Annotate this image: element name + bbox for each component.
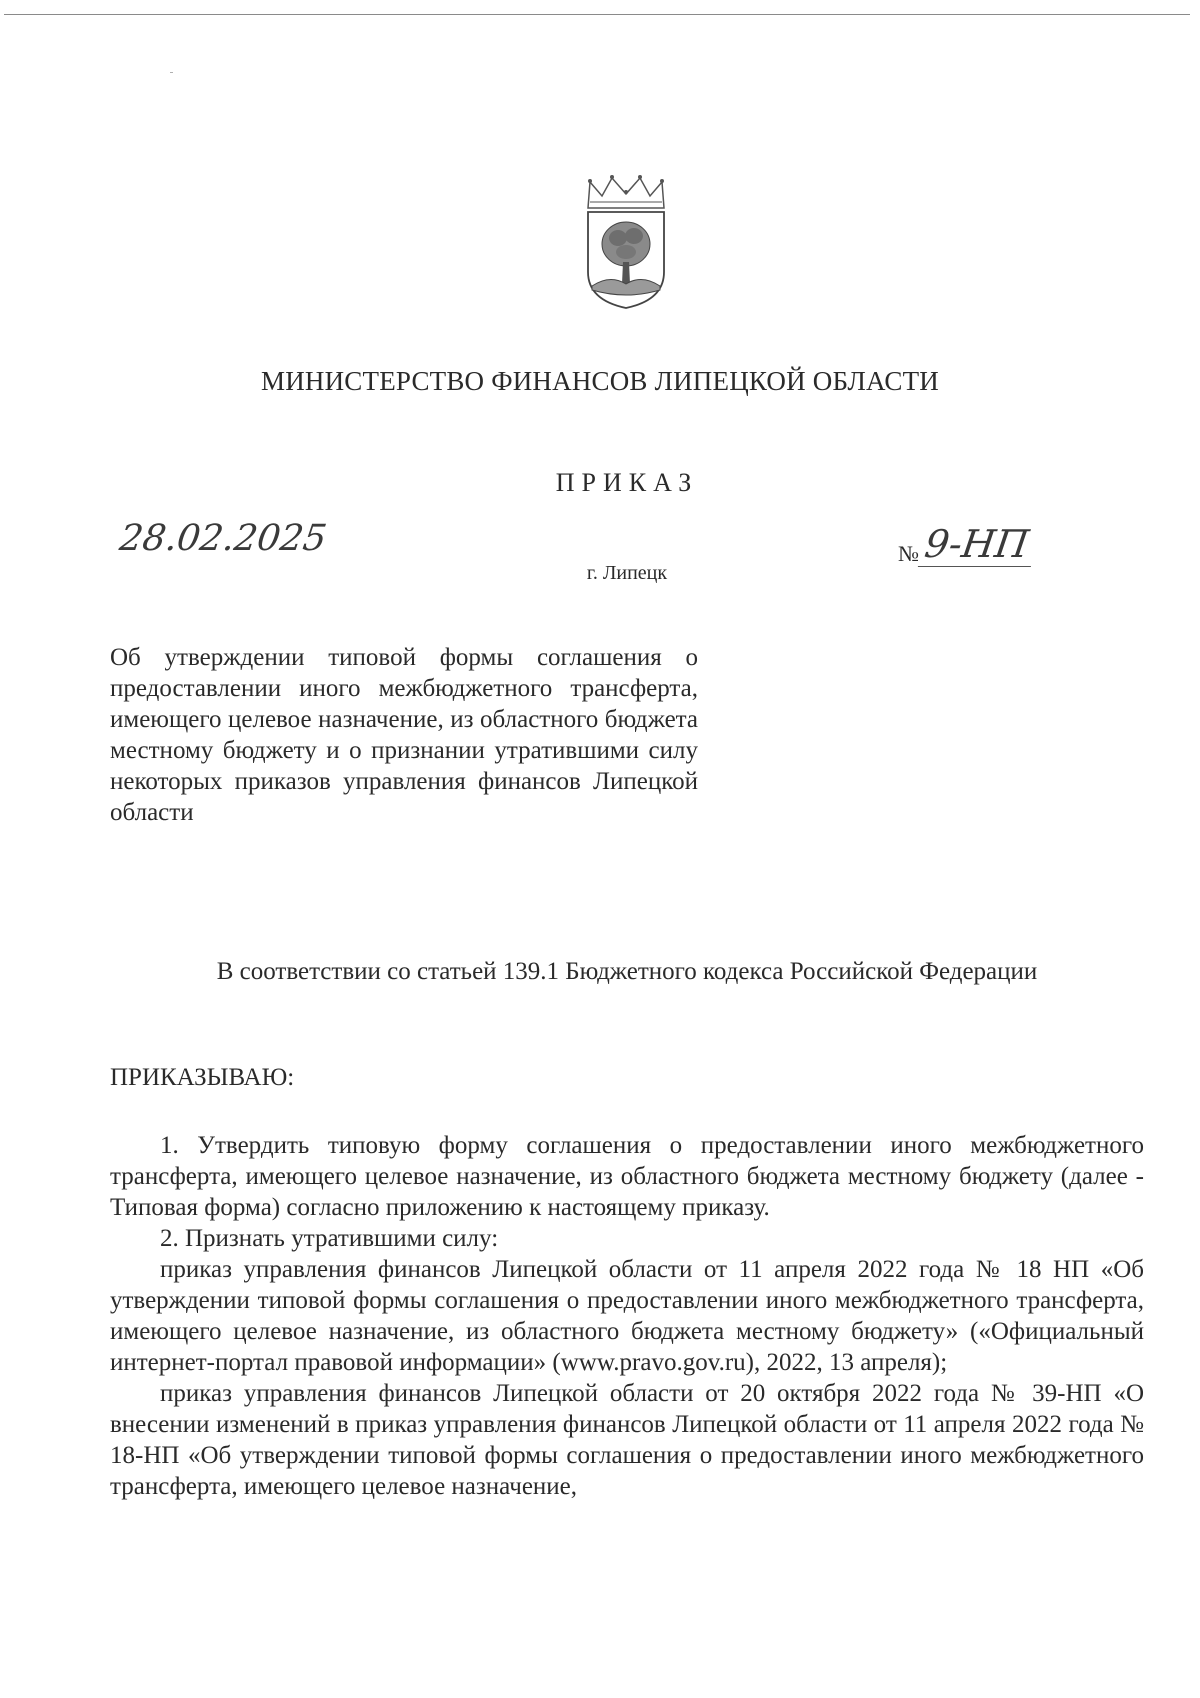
document-type-title: ПРИКАЗ: [555, 468, 699, 497]
ministry-name: МИНИСТЕРСТВО ФИНАНСОВ ЛИПЕЦКОЙ ОБЛАСТИ: [261, 366, 939, 396]
city-name: г. Липецк: [586, 562, 668, 584]
order-number: [898, 522, 1034, 564]
paragraph-1: 1. Утвердить типовую форму соглашения о предоставлении иного межбюджетного трансферта, имеющего целевое назначение, из областного бюджета местному бюджету (далее - Типовая форма) согласно приложению к настоящему приказу.: [110, 1132, 1144, 1221]
coat-of-arms-icon: [582, 172, 670, 312]
handwritten-date: 28.02.2025: [117, 518, 330, 559]
scan-speck: [170, 72, 173, 73]
command-word: ПРИКАЗЫВАЮ:: [110, 1064, 295, 1091]
scan-edge-line: [4, 14, 1190, 15]
paragraph-3: приказ управления финансов Липецкой области от 11 апреля 2022 года № 18 НП «Об утверждении типовой формы соглашения о предоставлении иного межбюджетного трансферта, имеющего целевое назначение, из областного бюджета местному бюджету» («Официальный интернет-портал правовой информации» (www.pravo.gov.ru), 2022, 13 апреля);: [110, 1256, 1144, 1376]
order-body: [110, 1130, 1144, 1502]
legal-basis: В соответствии со статьей 139.1 Бюджетного кодекса Российской Федерации: [216, 958, 1038, 985]
order-subject: Об утверждении типовой формы соглашения о предоставлении иного межбюджетного трансферта, имеющего целевое назначение, из областного бюджета местному бюджету и о признании утратившими силу некоторых приказов управления финансов Липецкой области: [110, 644, 698, 826]
paragraph-4: приказ управления финансов Липецкой области от 20 октября 2022 года № 39-НП «О внесении изменений в приказ управления финансов Липецкой области от 11 апреля 2022 года № 18-НП «Об утверждении типовой формы соглашения о предоставлении иного межбюджетного трансферта, имеющего целевое назначение,: [110, 1380, 1144, 1500]
number-sign: №: [898, 541, 919, 566]
paragraph-2: 2. Признать утратившими силу:: [160, 1225, 499, 1252]
handwritten-number: 9-НП: [918, 522, 1038, 567]
